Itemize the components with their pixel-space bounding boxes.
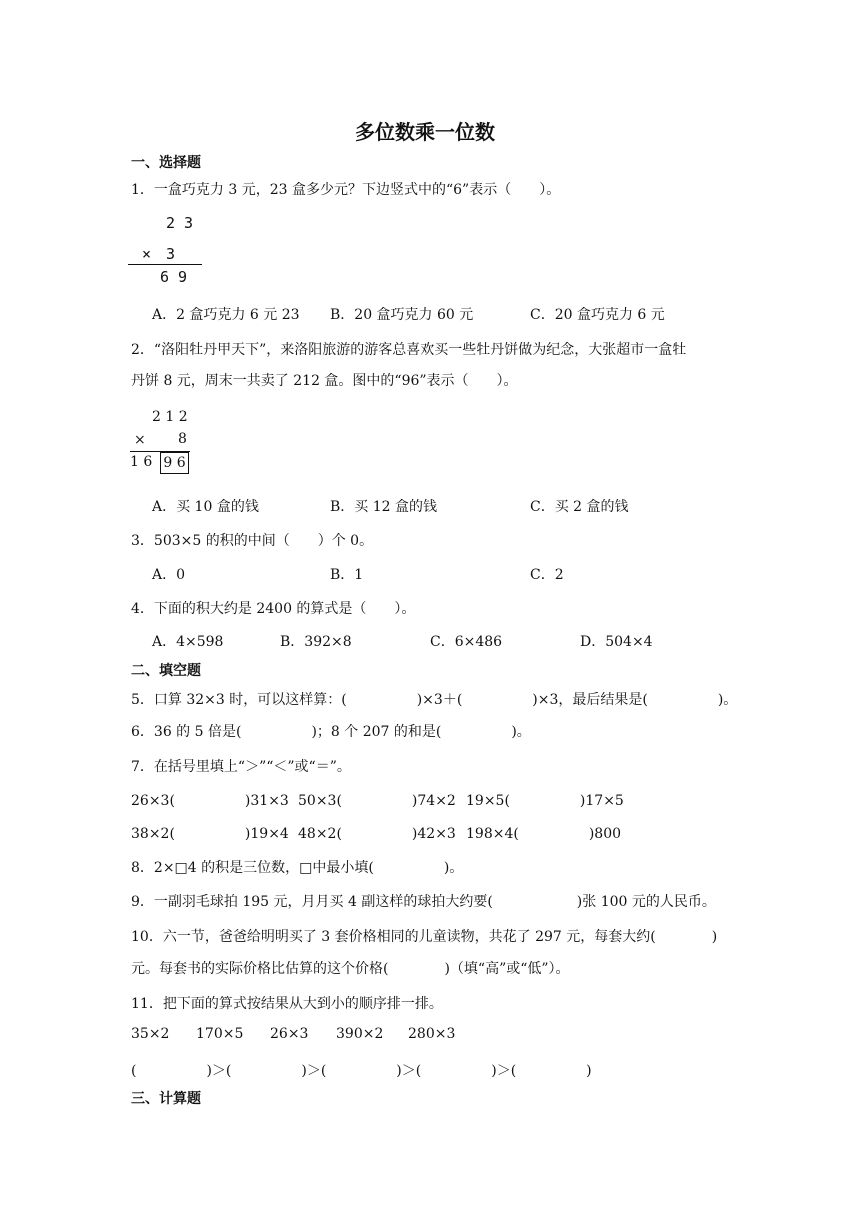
vertical-result: 6 9 (160, 268, 188, 286)
question-11-expression: 390×2 (336, 1026, 384, 1042)
question-4-option-c[interactable]: C．6×486 (430, 634, 503, 650)
vertical-result-left: 1 6 (130, 454, 153, 470)
question-7-item: 38×2( )19×4 (131, 826, 289, 842)
page-title: 多位数乘一位数 (355, 120, 495, 144)
section-heading-calc: 三、计算题 (131, 1091, 201, 1107)
question-3-stem: 3．503×5 的积的中间（ ）个 0。 (131, 533, 374, 549)
question-6: 6．36 的 5 倍是( )；8 个 207 的和是( )。 (131, 724, 531, 740)
question-2-stem-line1: 2．“洛阳牡丹甲天下”，来洛阳旅游的游客总喜欢买一些牡丹饼做为纪念，大张超市一盒牡 (131, 342, 687, 358)
question-1-vertical-calc (128, 212, 208, 292)
question-11-expression: 35×2 (131, 1026, 170, 1042)
question-11-order-blanks: ( )＞( )＞( )＞( )＞( ) (131, 1063, 592, 1079)
question-3-option-c[interactable]: C．2 (530, 567, 564, 583)
question-11-stem: 11．把下面的算式按结果从大到小的顺序排一排。 (131, 996, 443, 1012)
question-2-option-c[interactable]: C．买 2 盒的钱 (530, 499, 629, 515)
question-10-line1: 10．六一节，爸爸给明明买了 3 套价格相同的儿童读物，共花了 297 元，每套大约( ) (131, 929, 718, 945)
question-10-line2: 元。每套书的实际价格比估算的这个价格( )（填“高”或“低”）。 (131, 961, 570, 977)
question-4-option-d[interactable]: D．504×4 (580, 634, 653, 650)
question-1-option-b[interactable]: B．20 盒巧克力 60 元 (330, 307, 474, 323)
question-11-expression: 170×5 (196, 1026, 244, 1042)
vertical-rule (128, 264, 202, 265)
question-7-stem: 7．在括号里填上“＞”“＜”或“＝”。 (131, 759, 351, 775)
question-7-item: 26×3( )31×3 (131, 793, 289, 809)
vertical-result-boxed: 9 6 (160, 452, 189, 474)
question-7-item: 48×2( )42×3 (298, 826, 456, 842)
question-11-expression: 26×3 (270, 1026, 309, 1042)
question-2-stem-line2: 丹饼 8 元，周末一共卖了 212 盒。图中的“96”表示（ ）。 (131, 373, 518, 389)
question-4-option-a[interactable]: A．4×598 (152, 634, 224, 650)
question-9: 9．一副羽毛球拍 195 元，月月买 4 副这样的球拍大约要( )张 100 元的人民币。 (131, 894, 716, 910)
question-2-vertical-calc (128, 406, 198, 476)
question-2-option-b[interactable]: B．买 12 盒的钱 (330, 499, 438, 515)
question-11-expression: 280×3 (408, 1026, 456, 1042)
vertical-multiplier: 8 (178, 431, 187, 447)
question-4-stem: 4．下面的积大约是 2400 的算式是（ ）。 (131, 601, 416, 617)
section-heading-choice: 一、选择题 (131, 155, 201, 171)
vertical-multiply-sign: × (134, 432, 146, 448)
question-3-option-a[interactable]: A．0 (152, 567, 186, 583)
question-5: 5．口算 32×3 时，可以这样算：( )×3＋( )×3，最后结果是( )。 (131, 692, 738, 708)
question-7-item: 50×3( )74×2 (298, 793, 456, 809)
question-7-item: 198×4( )800 (466, 826, 622, 842)
question-1-stem: 1．一盒巧克力 3 元，23 盒多少元？下边竖式中的“6”表示（ ）。 (131, 182, 561, 198)
section-heading-fill: 二、填空题 (131, 663, 201, 679)
question-4-option-b[interactable]: B．392×8 (280, 634, 352, 650)
question-2-option-a[interactable]: A．买 10 盒的钱 (152, 499, 259, 515)
question-8: 8．2×□4 的积是三位数，□中最小填( )。 (131, 860, 464, 876)
question-1-option-c[interactable]: C．20 盒巧克力 6 元 (530, 307, 665, 323)
question-7-item: 19×5( )17×5 (466, 793, 624, 809)
vertical-top-number: 2 3 (166, 214, 194, 232)
vertical-multiplier: × 3 (142, 245, 176, 263)
question-3-option-b[interactable]: B．1 (330, 567, 364, 583)
vertical-top-number: 2 1 2 (152, 409, 188, 425)
question-1-option-a[interactable]: A．2 盒巧克力 6 元 23 (152, 307, 300, 323)
